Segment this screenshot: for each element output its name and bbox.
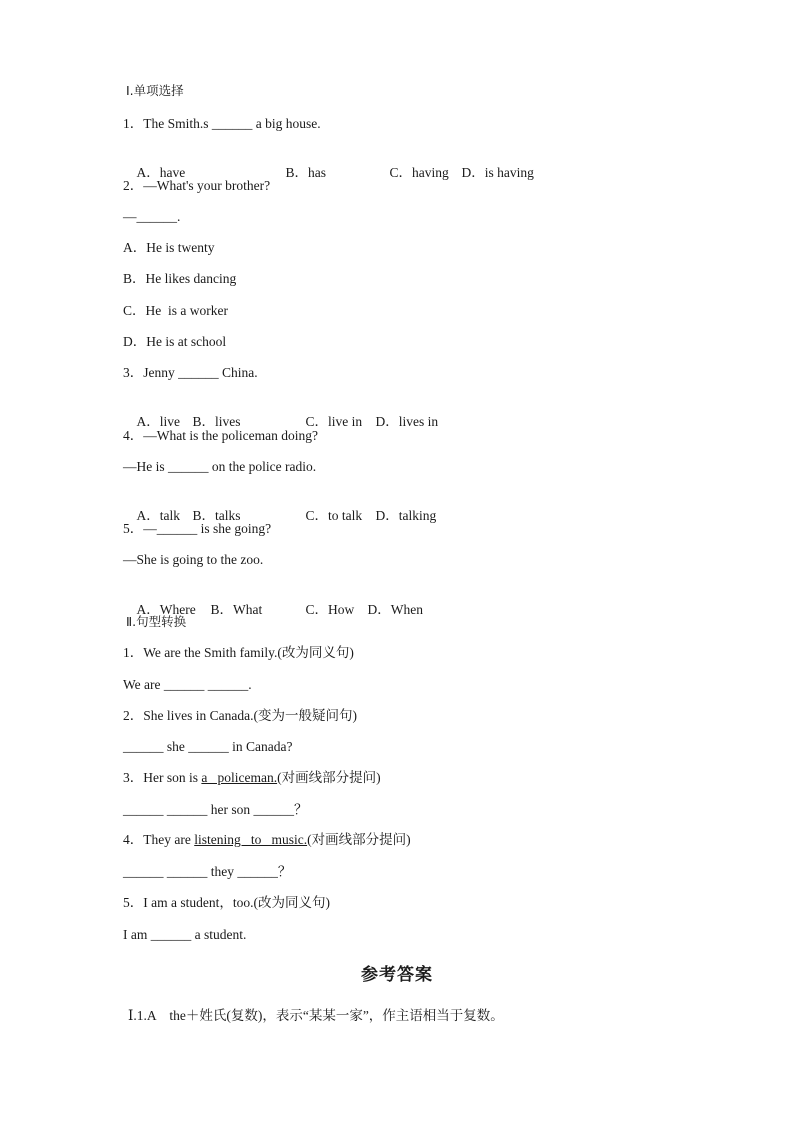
s2-q1-answer-line: We are ______ ______.: [123, 677, 252, 692]
q2-option-c: C．He is a worker: [123, 303, 228, 318]
q2-option-d: D．He is at school: [123, 334, 227, 349]
q5-option-d: D．When: [367, 602, 423, 617]
q1-option-d: D．is having: [461, 165, 534, 180]
q5-option-c: C．How: [305, 602, 355, 617]
q2-option-a: A．He is twenty: [123, 240, 215, 255]
s2-q4-instruction: (对画线部分提问): [307, 832, 411, 847]
q4-stem: 4．—What is the policeman doing?: [123, 428, 318, 443]
section2-heading: Ⅱ.句型转换: [126, 614, 187, 629]
s2-q4-answer-line: ______ ______ they ______？: [123, 864, 292, 879]
q3-option-c: C．live in: [305, 414, 363, 429]
q4-option-d: D．talking: [375, 508, 437, 523]
s2-q5-answer-line: I am ______ a student.: [123, 927, 247, 942]
q4-option-a: A．talk: [136, 508, 180, 523]
s2-q3-underlined-part: a policeman.: [201, 770, 278, 785]
s2-q3-stem-prefix: 3．Her son is: [123, 770, 202, 785]
q3-stem: 3．Jenny ______ China.: [123, 365, 258, 380]
q3-option-b: B．lives: [192, 414, 241, 429]
s2-q4-underlined-part: listening to music.: [194, 832, 308, 847]
answers-first-line: Ⅰ.1.A the＋姓氏(复数)，表示“某某一家”，作主语相当于复数。: [128, 1008, 504, 1023]
q1-option-a: A．have: [136, 165, 186, 180]
s2-q1-stem: 1．We are the Smith family.(改为同义句): [123, 645, 354, 660]
q5-option-a: A．Where: [136, 602, 196, 617]
q4-reply: —He is ______ on the police radio.: [123, 459, 317, 474]
answers-title: 参考答案: [361, 965, 433, 985]
q1-stem: 1．The Smith.s ______ a big house.: [123, 116, 321, 131]
q4-option-c: C．to talk: [305, 508, 363, 523]
q2-option-b: B．He likes dancing: [123, 271, 237, 286]
q2-stem: 2．—What's your brother?: [123, 178, 271, 193]
q3-option-d: D．lives in: [375, 414, 439, 429]
q5-reply: —She is going to the zoo.: [123, 552, 264, 567]
s2-q3-stem: [123, 769, 381, 787]
q5-stem: 5．—______ is she going?: [123, 521, 272, 536]
s2-q5-stem: 5．I am a student，too.(改为同义句): [123, 895, 330, 910]
s2-q2-answer-line: ______ she ______ in Canada?: [123, 739, 293, 754]
s2-q2-stem: 2．She lives in Canada.(变为一般疑问句): [123, 708, 357, 723]
q1-option-b: B．has: [285, 165, 326, 180]
s2-q3-answer-line: ______ ______ her son ______？: [123, 802, 308, 817]
s2-q4-stem: [123, 831, 411, 849]
s2-q3-instruction: (对画线部分提问): [277, 770, 381, 785]
s2-q4-stem-prefix: 4．They are: [123, 832, 195, 847]
q4-option-b: B．talks: [192, 508, 241, 523]
q3-option-a: A．live: [136, 414, 180, 429]
q5-option-b: B．What: [210, 602, 263, 617]
section1-heading: Ⅰ.单项选择: [126, 83, 184, 98]
q2-reply: —______.: [123, 209, 181, 224]
q1-option-c: C．having: [389, 165, 449, 180]
